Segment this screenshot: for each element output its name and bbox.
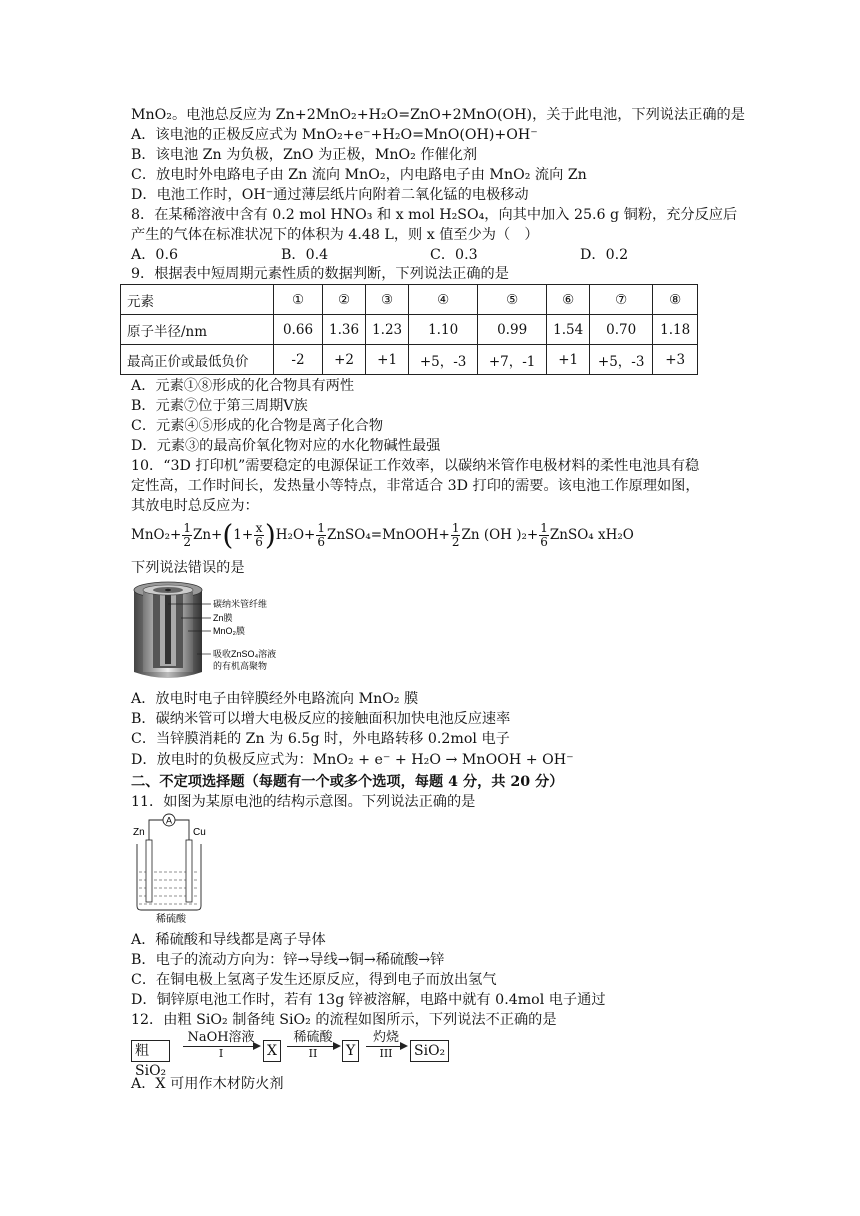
table-cell: +5，-3 [409, 345, 478, 375]
q7-stem: MnO₂。电池总反应为 Zn+2MnO₂+H₂O=ZnO+2MnO(OH)，关于此电池，下列说法正确的是 [131, 107, 745, 123]
table-cell: ⑤ [478, 285, 547, 315]
flow-box-pure-sio2: SiO₂ [410, 1040, 449, 1062]
q10-option-d: D．放电时的负极反应式为：MnO₂ + e⁻ + H₂O → MnOOH + OH⁻ [131, 752, 574, 768]
table-cell: +5，-3 [590, 345, 653, 375]
q11-option-c: C．在铜电极上氢离子发生还原反应，得到电子而放出氢气 [131, 972, 497, 988]
q8-option-d: D．0.2 [580, 247, 629, 263]
table-cell: 1.18 [653, 315, 698, 345]
q9-option-b: B．元素⑦位于第三周期Ⅴ族 [131, 398, 308, 414]
section-2-title: 二、不定项选择题（每题有一个或多个选项，每题 4 分，共 20 分） [131, 774, 564, 790]
table-cell: 1.23 [366, 315, 409, 345]
q7-option-c: C．放电时外电路电子由 Zn 流向 MnO₂，内电路电子由 MnO₂ 流向 Zn [131, 167, 587, 183]
table-row [121, 345, 698, 375]
flow-arrow-step-2: 稀硫酸 II [287, 1030, 339, 1061]
q10-stem-4: 下列说法错误的是 [131, 560, 245, 576]
flow-box-crude-sio2: 粗SiO₂ [131, 1040, 170, 1062]
table-cell: 0.70 [590, 315, 653, 345]
flow-box-x: X [263, 1040, 281, 1062]
table-cell: +3 [653, 345, 698, 375]
flow-arrow-step-1: NaOH溶液 I [183, 1030, 259, 1061]
table-cell: 1.36 [323, 315, 366, 345]
q7-option-a: A．该电池的正极反应式为 MnO₂+e⁻+H₂O=MnO(OH)+OH⁻ [131, 127, 538, 143]
q11-option-b: B．电子的流动方向为：锌→导线→铜→稀硫酸→锌 [131, 952, 445, 968]
q12-stem: 12．由粗 SiO₂ 制备纯 SiO₂ 的流程如图所示，下列说法不正确的是 [131, 1012, 557, 1028]
table-cell: 1.54 [547, 315, 590, 345]
table-cell: ② [323, 285, 366, 315]
table-cell: +1 [547, 345, 590, 375]
table-cell: 0.66 [274, 315, 323, 345]
q10-equation: MnO₂+ $\frac{1}{2}$ Zn+(1+ $\frac{x}{6}$ )H₂O+ $\frac{1}{6}$ ZnSO₄=MnOOH+ $\frac{1}{2}$ Zn (OH )₂+ $\frac{1}{6}$ ZnSO₄ xH₂O [131, 518, 634, 552]
q10-stem-1: 10．“3D 打印机”需要稳定的电源保证工作效率，以碳纳米管作电极材料的柔性电池具有稳 [131, 458, 700, 474]
flow-box-y: Y [342, 1040, 359, 1062]
label-polymer-2: 的有机高聚物 [213, 661, 268, 671]
table-row [121, 285, 698, 315]
table-cell: -2 [274, 345, 323, 375]
q9-option-c: C．元素④⑤形成的化合物是离子化合物 [131, 418, 384, 434]
q8-option-b: B．0.4 [281, 247, 329, 263]
table-cell: 元素 [121, 285, 274, 315]
q7-option-b: B．该电池 Zn 为负极，ZnO 为正极，MnO₂ 作催化剂 [131, 147, 478, 163]
q11-stem: 11．如图为某原电池的结构示意图。下列说法正确的是 [131, 794, 476, 810]
q10-option-c: C．当锌膜消耗的 Zn 为 6.5g 时，外电路转移 0.2mol 电子 [131, 731, 510, 747]
cu-label: Cu [193, 827, 206, 838]
q9-option-a: A．元素①⑧形成的化合物具有两性 [131, 378, 355, 394]
q10-stem-2: 定性高，工作时间长，发热量小等特点，非常适合 3D 打印的需要。该电池工作原理如图， [131, 478, 700, 494]
q12-option-a: A．X 可用作木材防火剂 [131, 1076, 284, 1092]
q10-option-b: B．碳纳米管可以增大电极反应的接触面积加快电池反应速率 [131, 711, 511, 727]
q8-option-a: A．0.6 [131, 247, 178, 263]
table-cell: +2 [323, 345, 366, 375]
zn-label: Zn [133, 827, 145, 838]
q8-stem-2: 产生的气体在标准状况下的体积为 4.48 L，则 x 值至少为（ ） [131, 227, 539, 243]
q8-stem-1: 8．在某稀溶液中含有 0.2 mol HNO₃ 和 x mol H₂SO₄，向其中加入 25.6 g 铜粉，充分反应后 [131, 207, 738, 223]
q11-option-a: A．稀硫酸和导线都是离子导体 [131, 932, 326, 948]
table-cell: ⑦ [590, 285, 653, 315]
label-polymer-1: 吸收ZnSO₄溶液 [213, 649, 277, 659]
galvanic-cell-figure [131, 812, 211, 924]
table-cell: 1.10 [409, 315, 478, 345]
table-row [121, 315, 698, 345]
battery-cross-section-figure [131, 580, 296, 682]
q9-option-d: D．元素③的最高价氧化物对应的水化物碱性最强 [131, 438, 441, 454]
q10-stem-3: 其放电时总反应为： [131, 498, 259, 514]
label-mno2-film: MnO₂膜 [213, 626, 245, 636]
label-zn-film: Zn膜 [213, 613, 233, 623]
table-cell: ⑧ [653, 285, 698, 315]
table-cell: ③ [366, 285, 409, 315]
table-cell: +7，-1 [478, 345, 547, 375]
q7-option-d: D．电池工作时，OH⁻通过薄层纸片向附着二氧化锰的电极移动 [131, 187, 529, 203]
label-carbon-nanotube: 碳纳米管纤维 [213, 599, 268, 609]
table-cell: ① [274, 285, 323, 315]
flow-arrow-step-3: 灼烧 III [366, 1030, 406, 1061]
q10-option-a: A．放电时电子由锌膜经外电路流向 MnO₂ 膜 [131, 691, 419, 707]
table-cell: ⑥ [547, 285, 590, 315]
q9-stem: 9．根据表中短周期元素性质的数据判断，下列说法正确的是 [131, 266, 509, 282]
element-data-table [120, 284, 698, 375]
dilute-sulfuric-acid-label: 稀硫酸 [156, 914, 186, 924]
table-cell: 0.99 [478, 315, 547, 345]
ammeter-label: A [165, 815, 173, 826]
table-cell: +1 [366, 345, 409, 375]
table-cell: ④ [409, 285, 478, 315]
q11-option-d: D．铜锌原电池工作时，若有 13g 锌被溶解，电路中就有 0.4mol 电子通过 [131, 992, 606, 1008]
table-cell: 原子半径/nm [121, 315, 274, 345]
table-cell: 最高正价或最低负价 [121, 345, 274, 375]
q8-option-c: C．0.3 [430, 247, 478, 263]
